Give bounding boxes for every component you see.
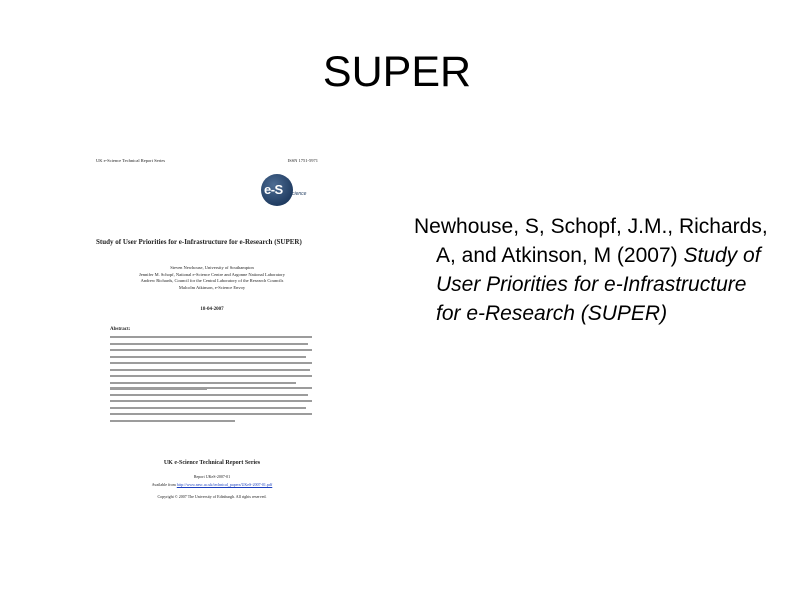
abstract-paragraph [110,336,312,395]
report-cover-thumbnail [92,150,332,520]
report-id: Report UKeS-2007-01 [193,474,231,479]
copyright-line: Copyright © 2007 The University of Edinburgh. All rights reserved. [157,494,267,499]
abstract-paragraph [110,387,312,426]
logo-text: e-S [264,182,283,197]
author-line: Andrew Richards, Council for the Central Laboratory of the Research Councils [140,278,284,283]
citation-authors-year: Newhouse, S, Schopf, J.M., Richards, A, and Atkinson, M (2007) [414,215,768,267]
available-label: Available from [151,482,176,487]
author-line: Malcolm Atkinson, e-Science Envoy [178,284,246,290]
report-series-footer: UK e-Science Technical Report Series [163,460,261,466]
report-title: Study of User Priorities for e-Infrastructure for e-Research (SUPER) [96,238,302,246]
abstract-heading: Abstract: [110,327,131,332]
report-date: 18-04-2007 [200,307,224,312]
availability-line [92,482,332,487]
citation-title: Study of User Priorities for e-Infrastructure for e-Research (SUPER) [436,244,761,325]
author-line: Jennifer M. Schopf, National e-Science Centre and Argonne National Laboratory [139,271,285,277]
slide-title: SUPER [322,48,472,96]
author-line: Steven Newhouse, University of Southampton [170,265,254,270]
issn-header: ISSN 1751-5971 [287,158,318,163]
logo-suffix: cience [292,191,307,197]
citation-text [414,212,776,328]
report-series-header: UK e-Science Technical Report Series [96,158,166,163]
report-authors [112,265,312,291]
report-link[interactable]: http://www.nesc.ac.uk/technical_papers/UKeS-2007-01.pdf [176,482,273,487]
